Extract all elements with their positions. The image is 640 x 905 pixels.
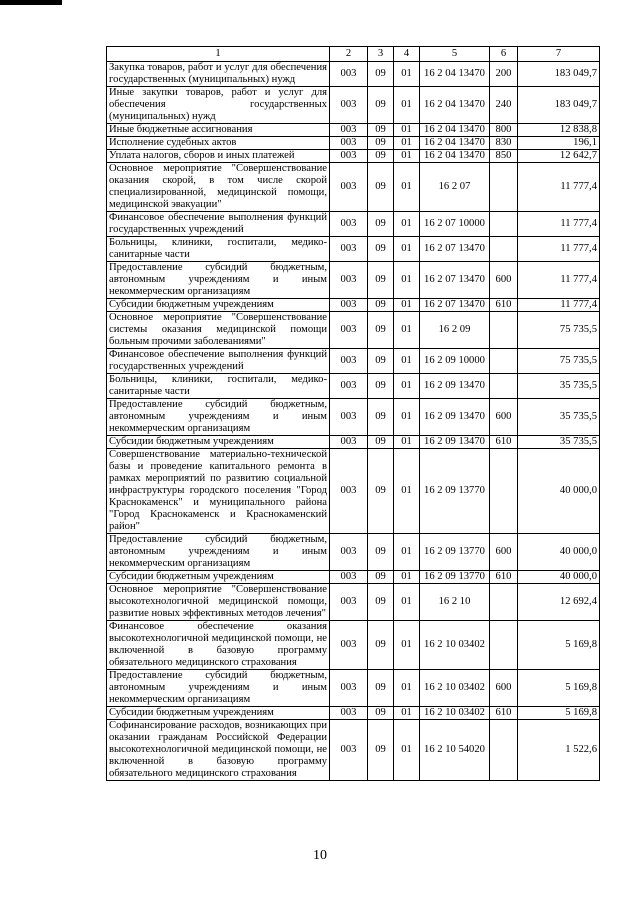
table-row bbox=[107, 707, 600, 720]
table-row bbox=[107, 584, 600, 621]
table-row bbox=[107, 571, 600, 584]
row-name: Больницы, клиники, госпитали, медико-санитарные части bbox=[107, 237, 330, 262]
row-code-col6: 610 bbox=[490, 707, 518, 720]
row-amount: 11 777,4 bbox=[518, 299, 600, 312]
row-amount: 11 777,4 bbox=[518, 262, 600, 299]
row-code-col3: 09 bbox=[368, 124, 394, 137]
row-code-col3: 09 bbox=[368, 399, 394, 436]
row-code-col2: 003 bbox=[330, 534, 368, 571]
row-code-col6: 200 bbox=[490, 62, 518, 87]
row-code-col4: 01 bbox=[394, 436, 420, 449]
row-amount: 40 000,0 bbox=[518, 534, 600, 571]
row-code-col4: 01 bbox=[394, 87, 420, 124]
row-name: Субсидии бюджетным учреждениям bbox=[107, 299, 330, 312]
row-code-col4: 01 bbox=[394, 621, 420, 670]
row-code-col5: 16 2 07 13470 bbox=[420, 237, 490, 262]
table-header-row bbox=[107, 47, 600, 62]
row-amount: 11 777,4 bbox=[518, 212, 600, 237]
row-code-col6 bbox=[490, 212, 518, 237]
row-name: Больницы, клиники, госпитали, медико-санитарные части bbox=[107, 374, 330, 399]
row-code-col4: 01 bbox=[394, 137, 420, 150]
row-code-col3: 09 bbox=[368, 534, 394, 571]
row-code-col3: 09 bbox=[368, 436, 394, 449]
row-code-col3: 09 bbox=[368, 374, 394, 399]
row-amount: 12 692,4 bbox=[518, 584, 600, 621]
row-name: Иные закупки товаров, работ и услуг для обеспечения государственных (муниципальных) нужд bbox=[107, 87, 330, 124]
table-row bbox=[107, 534, 600, 571]
row-amount: 183 049,7 bbox=[518, 87, 600, 124]
row-code-col2: 003 bbox=[330, 312, 368, 349]
row-code-col5: 16 2 10 03402 bbox=[420, 621, 490, 670]
row-code-col5: 16 2 04 13470 bbox=[420, 137, 490, 150]
table-row bbox=[107, 312, 600, 349]
row-name: Уплата налогов, сборов и иных платежей bbox=[107, 150, 330, 163]
row-code-col3: 09 bbox=[368, 212, 394, 237]
row-code-col3: 09 bbox=[368, 707, 394, 720]
row-code-col5: 16 2 09 13770 bbox=[420, 449, 490, 534]
row-code-col4: 01 bbox=[394, 212, 420, 237]
row-code-col3: 09 bbox=[368, 584, 394, 621]
row-code-col2: 003 bbox=[330, 571, 368, 584]
row-code-col5: 16 2 09 bbox=[420, 312, 490, 349]
row-name: Субсидии бюджетным учреждениям bbox=[107, 707, 330, 720]
row-code-col6: 600 bbox=[490, 670, 518, 707]
row-code-col2: 003 bbox=[330, 62, 368, 87]
row-code-col2: 003 bbox=[330, 262, 368, 299]
table-row bbox=[107, 436, 600, 449]
row-code-col6 bbox=[490, 349, 518, 374]
table-row bbox=[107, 399, 600, 436]
table-row bbox=[107, 670, 600, 707]
row-code-col4: 01 bbox=[394, 720, 420, 781]
header-cell: 5 bbox=[420, 47, 490, 62]
table-row bbox=[107, 87, 600, 124]
row-code-col5: 16 2 09 13770 bbox=[420, 571, 490, 584]
row-code-col3: 09 bbox=[368, 87, 394, 124]
table-row bbox=[107, 137, 600, 150]
row-code-col2: 003 bbox=[330, 349, 368, 374]
row-code-col4: 01 bbox=[394, 312, 420, 349]
row-name: Иные бюджетные ассигнования bbox=[107, 124, 330, 137]
row-amount: 40 000,0 bbox=[518, 449, 600, 534]
row-code-col2: 003 bbox=[330, 374, 368, 399]
row-name: Предоставление субсидий бюджетным, автономным учреждениям и иным некоммерческим организациям bbox=[107, 534, 330, 571]
table-row bbox=[107, 299, 600, 312]
row-name: Основное мероприятие "Совершенствование оказания скорой, в том числе скорой специализированной, медицинской помощи, медицинской эвакуации" bbox=[107, 163, 330, 212]
row-amount: 11 777,4 bbox=[518, 237, 600, 262]
row-code-col2: 003 bbox=[330, 212, 368, 237]
row-code-col4: 01 bbox=[394, 584, 420, 621]
row-code-col5: 16 2 04 13470 bbox=[420, 62, 490, 87]
table-row bbox=[107, 62, 600, 87]
row-code-col3: 09 bbox=[368, 62, 394, 87]
row-code-col6: 830 bbox=[490, 137, 518, 150]
row-code-col2: 003 bbox=[330, 137, 368, 150]
row-code-col3: 09 bbox=[368, 237, 394, 262]
row-amount: 35 735,5 bbox=[518, 436, 600, 449]
row-code-col2: 003 bbox=[330, 436, 368, 449]
row-code-col4: 01 bbox=[394, 449, 420, 534]
row-code-col2: 003 bbox=[330, 150, 368, 163]
row-code-col4: 01 bbox=[394, 124, 420, 137]
header-cell: 4 bbox=[394, 47, 420, 62]
row-code-col3: 09 bbox=[368, 299, 394, 312]
budget-table-body bbox=[107, 47, 600, 781]
row-name: Софинансирование расходов, возникающих при оказании гражданам Российской Федерации высокотехнологичной медицинской помощи, не включенной в базовую программу обязательного медицинского страхования bbox=[107, 720, 330, 781]
row-code-col3: 09 bbox=[368, 262, 394, 299]
row-code-col6 bbox=[490, 584, 518, 621]
row-code-col5: 16 2 10 03402 bbox=[420, 670, 490, 707]
row-name: Предоставление субсидий бюджетным, автономным учреждениям и иным некоммерческим организациям bbox=[107, 262, 330, 299]
row-code-col4: 01 bbox=[394, 670, 420, 707]
row-code-col5: 16 2 09 13770 bbox=[420, 534, 490, 571]
row-code-col6 bbox=[490, 374, 518, 399]
table-row bbox=[107, 449, 600, 534]
row-code-col2: 003 bbox=[330, 707, 368, 720]
table-row bbox=[107, 621, 600, 670]
row-code-col6 bbox=[490, 237, 518, 262]
row-code-col5: 16 2 09 13470 bbox=[420, 436, 490, 449]
row-amount: 196,1 bbox=[518, 137, 600, 150]
table-row bbox=[107, 262, 600, 299]
row-code-col6 bbox=[490, 720, 518, 781]
row-code-col6 bbox=[490, 163, 518, 212]
row-name: Субсидии бюджетным учреждениям bbox=[107, 436, 330, 449]
table-row bbox=[107, 212, 600, 237]
table-row bbox=[107, 163, 600, 212]
row-code-col2: 003 bbox=[330, 621, 368, 670]
row-code-col5: 16 2 09 10000 bbox=[420, 349, 490, 374]
row-code-col3: 09 bbox=[368, 449, 394, 534]
table-row bbox=[107, 720, 600, 781]
row-code-col5: 16 2 07 bbox=[420, 163, 490, 212]
row-name: Закупка товаров, работ и услуг для обеспечения государственных (муниципальных) нужд bbox=[107, 62, 330, 87]
row-code-col3: 09 bbox=[368, 571, 394, 584]
row-name: Совершенствование материально-технической базы и проведение капитального ремонта в рамках мероприятий по развитию социальной инфраструктуры городского поселения "Город Краснокаменск" и муниципального района "Город Краснокаменск и Краснокаменский район" bbox=[107, 449, 330, 534]
row-amount: 5 169,8 bbox=[518, 670, 600, 707]
row-code-col4: 01 bbox=[394, 374, 420, 399]
scan-mark bbox=[0, 0, 62, 5]
row-code-col3: 09 bbox=[368, 720, 394, 781]
row-name: Основное мероприятие "Совершенствование высокотехнологичной медицинской помощи, развитие новых эффективных методов лечения" bbox=[107, 584, 330, 621]
row-name: Финансовое обеспечение выполнения функций государственных учреждений bbox=[107, 349, 330, 374]
header-cell: 2 bbox=[330, 47, 368, 62]
row-code-col6 bbox=[490, 312, 518, 349]
table-row bbox=[107, 349, 600, 374]
row-code-col5: 16 2 09 13470 bbox=[420, 399, 490, 436]
row-amount: 40 000,0 bbox=[518, 571, 600, 584]
table-row bbox=[107, 374, 600, 399]
row-code-col4: 01 bbox=[394, 571, 420, 584]
row-amount: 1 522,6 bbox=[518, 720, 600, 781]
row-name: Финансовое обеспечение выполнения функций государственных учреждений bbox=[107, 212, 330, 237]
row-code-col2: 003 bbox=[330, 670, 368, 707]
header-cell: 6 bbox=[490, 47, 518, 62]
row-amount: 75 735,5 bbox=[518, 312, 600, 349]
row-amount: 11 777,4 bbox=[518, 163, 600, 212]
header-cell: 3 bbox=[368, 47, 394, 62]
row-code-col5: 16 2 10 03402 bbox=[420, 707, 490, 720]
row-amount: 5 169,8 bbox=[518, 707, 600, 720]
row-code-col6: 800 bbox=[490, 124, 518, 137]
row-code-col3: 09 bbox=[368, 137, 394, 150]
row-code-col5: 16 2 10 54020 bbox=[420, 720, 490, 781]
row-code-col4: 01 bbox=[394, 262, 420, 299]
page-number: 10 bbox=[313, 848, 327, 863]
row-code-col5: 16 2 07 13470 bbox=[420, 262, 490, 299]
row-code-col2: 003 bbox=[330, 449, 368, 534]
row-code-col4: 01 bbox=[394, 150, 420, 163]
row-code-col5: 16 2 04 13470 bbox=[420, 87, 490, 124]
row-amount: 35 735,5 bbox=[518, 374, 600, 399]
row-code-col4: 01 bbox=[394, 299, 420, 312]
row-code-col4: 01 bbox=[394, 163, 420, 212]
row-code-col4: 01 bbox=[394, 62, 420, 87]
row-code-col6: 600 bbox=[490, 262, 518, 299]
row-code-col6: 610 bbox=[490, 299, 518, 312]
row-amount: 35 735,5 bbox=[518, 399, 600, 436]
row-code-col6 bbox=[490, 621, 518, 670]
row-name: Финансовое обеспечение оказания высокотехнологичной медицинской помощи, не включенной в базовую программу обязательного медицинского страхования bbox=[107, 621, 330, 670]
row-code-col2: 003 bbox=[330, 584, 368, 621]
row-name: Основное мероприятие "Совершенствование системы оказания медицинской помощи больным прочими заболеваниями" bbox=[107, 312, 330, 349]
row-code-col5: 16 2 07 13470 bbox=[420, 299, 490, 312]
row-code-col2: 003 bbox=[330, 237, 368, 262]
row-amount: 5 169,8 bbox=[518, 621, 600, 670]
row-code-col2: 003 bbox=[330, 399, 368, 436]
row-code-col4: 01 bbox=[394, 399, 420, 436]
row-code-col6 bbox=[490, 449, 518, 534]
row-name: Предоставление субсидий бюджетным, автономным учреждениям и иным некоммерческим организациям bbox=[107, 399, 330, 436]
row-code-col6: 240 bbox=[490, 87, 518, 124]
row-amount: 12 642,7 bbox=[518, 150, 600, 163]
budget-table bbox=[106, 46, 600, 781]
row-code-col6: 600 bbox=[490, 534, 518, 571]
header-cell: 1 bbox=[107, 47, 330, 62]
row-code-col3: 09 bbox=[368, 150, 394, 163]
row-code-col2: 003 bbox=[330, 87, 368, 124]
row-code-col2: 003 bbox=[330, 299, 368, 312]
table-row bbox=[107, 124, 600, 137]
row-code-col6: 610 bbox=[490, 436, 518, 449]
row-code-col2: 003 bbox=[330, 163, 368, 212]
row-code-col3: 09 bbox=[368, 312, 394, 349]
row-amount: 12 838,8 bbox=[518, 124, 600, 137]
row-code-col3: 09 bbox=[368, 163, 394, 212]
row-code-col3: 09 bbox=[368, 670, 394, 707]
row-amount: 75 735,5 bbox=[518, 349, 600, 374]
row-name: Исполнение судебных актов bbox=[107, 137, 330, 150]
row-code-col2: 003 bbox=[330, 720, 368, 781]
row-code-col4: 01 bbox=[394, 534, 420, 571]
row-code-col5: 16 2 10 bbox=[420, 584, 490, 621]
table-row bbox=[107, 150, 600, 163]
row-code-col3: 09 bbox=[368, 621, 394, 670]
row-code-col6: 850 bbox=[490, 150, 518, 163]
row-code-col4: 01 bbox=[394, 349, 420, 374]
row-code-col4: 01 bbox=[394, 707, 420, 720]
row-code-col6: 600 bbox=[490, 399, 518, 436]
row-amount: 183 049,7 bbox=[518, 62, 600, 87]
row-code-col5: 16 2 04 13470 bbox=[420, 150, 490, 163]
header-cell: 7 bbox=[518, 47, 600, 62]
row-name: Субсидии бюджетным учреждениям bbox=[107, 571, 330, 584]
row-code-col4: 01 bbox=[394, 237, 420, 262]
row-code-col3: 09 bbox=[368, 349, 394, 374]
row-code-col5: 16 2 07 10000 bbox=[420, 212, 490, 237]
row-code-col5: 16 2 09 13470 bbox=[420, 374, 490, 399]
row-code-col6: 610 bbox=[490, 571, 518, 584]
table-row bbox=[107, 237, 600, 262]
row-name: Предоставление субсидий бюджетным, автономным учреждениям и иным некоммерческим организациям bbox=[107, 670, 330, 707]
row-code-col5: 16 2 04 13470 bbox=[420, 124, 490, 137]
row-code-col2: 003 bbox=[330, 124, 368, 137]
